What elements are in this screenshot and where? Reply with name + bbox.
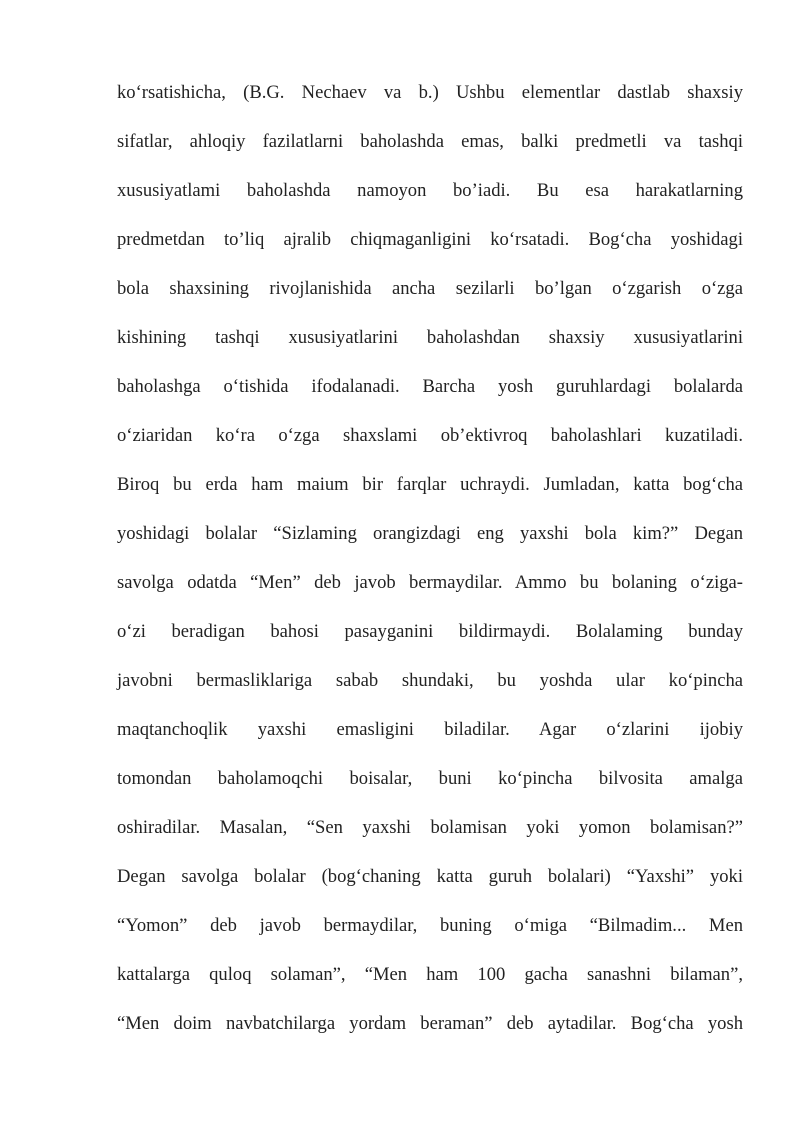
- text-line: “Men doim navbatchilarga yordam beraman” deb aytadilar. Bog‘cha yosh: [117, 1013, 743, 1034]
- body-paragraph: [117, 68, 743, 1048]
- text-line: kishining tashqi xususiyatlarini baholashdan shaxsiy xususiyatlarini: [117, 327, 743, 348]
- text-line: predmetdan to’liq ajralib chiqmaganligini ko‘rsatadi. Bog‘cha yoshidagi: [117, 229, 743, 250]
- text-line: baholashga o‘tishida ifodalanadi. Barcha yosh guruhlardagi bolalarda: [117, 376, 743, 397]
- text-line: o‘zi beradigan bahosi pasayganini bildirmaydi. Bolalaming bunday: [117, 621, 743, 642]
- text-line: kattalarga quloq solaman”, “Men ham 100 gacha sanashni bilaman”,: [117, 964, 743, 985]
- text-line: savolga odatda “Men” deb javob bermaydilar. Ammo bu bolaning o‘ziga-: [117, 572, 743, 593]
- text-line: ko‘rsatishicha, (B.G. Nechaev va b.) Ushbu elementlar dastlab shaxsiy: [117, 82, 743, 103]
- text-line: tomondan baholamoqchi boisalar, buni ko‘pincha bilvosita amalga: [117, 768, 743, 789]
- text-line: javobni bermasliklariga sabab shundaki, bu yoshda ular ko‘pincha: [117, 670, 743, 691]
- text-line: “Yomon” deb javob bermaydilar, buning o‘miga “Bilmadim... Men: [117, 915, 743, 936]
- text-line: oshiradilar. Masalan, “Sen yaxshi bolamisan yoki yomon bolamisan?”: [117, 817, 743, 838]
- text-line: Degan savolga bolalar (bog‘chaning katta guruh bolalari) “Yaxshi” yoki: [117, 866, 743, 887]
- text-line: sifatlar, ahloqiy fazilatlarni baholashda emas, balki predmetli va tashqi: [117, 131, 743, 152]
- text-line: yoshidagi bolalar “Sizlaming orangizdagi eng yaxshi bola kim?” Degan: [117, 523, 743, 544]
- text-line: o‘ziaridan ko‘ra o‘zga shaxslami ob’ektivroq baholashlari kuzatiladi.: [117, 425, 743, 446]
- text-line: maqtanchoqlik yaxshi emasligini biladilar. Agar o‘zlarini ijobiy: [117, 719, 743, 740]
- text-line: xususiyatlami baholashda namoyon bo’iadi. Bu esa harakatlarning: [117, 180, 743, 201]
- text-line: bola shaxsining rivojlanishida ancha sezilarli bo’lgan o‘zgarish o‘zga: [117, 278, 743, 299]
- text-line: Biroq bu erda ham maium bir farqlar uchraydi. Jumladan, katta bog‘cha: [117, 474, 743, 495]
- document-page: [117, 68, 743, 1048]
